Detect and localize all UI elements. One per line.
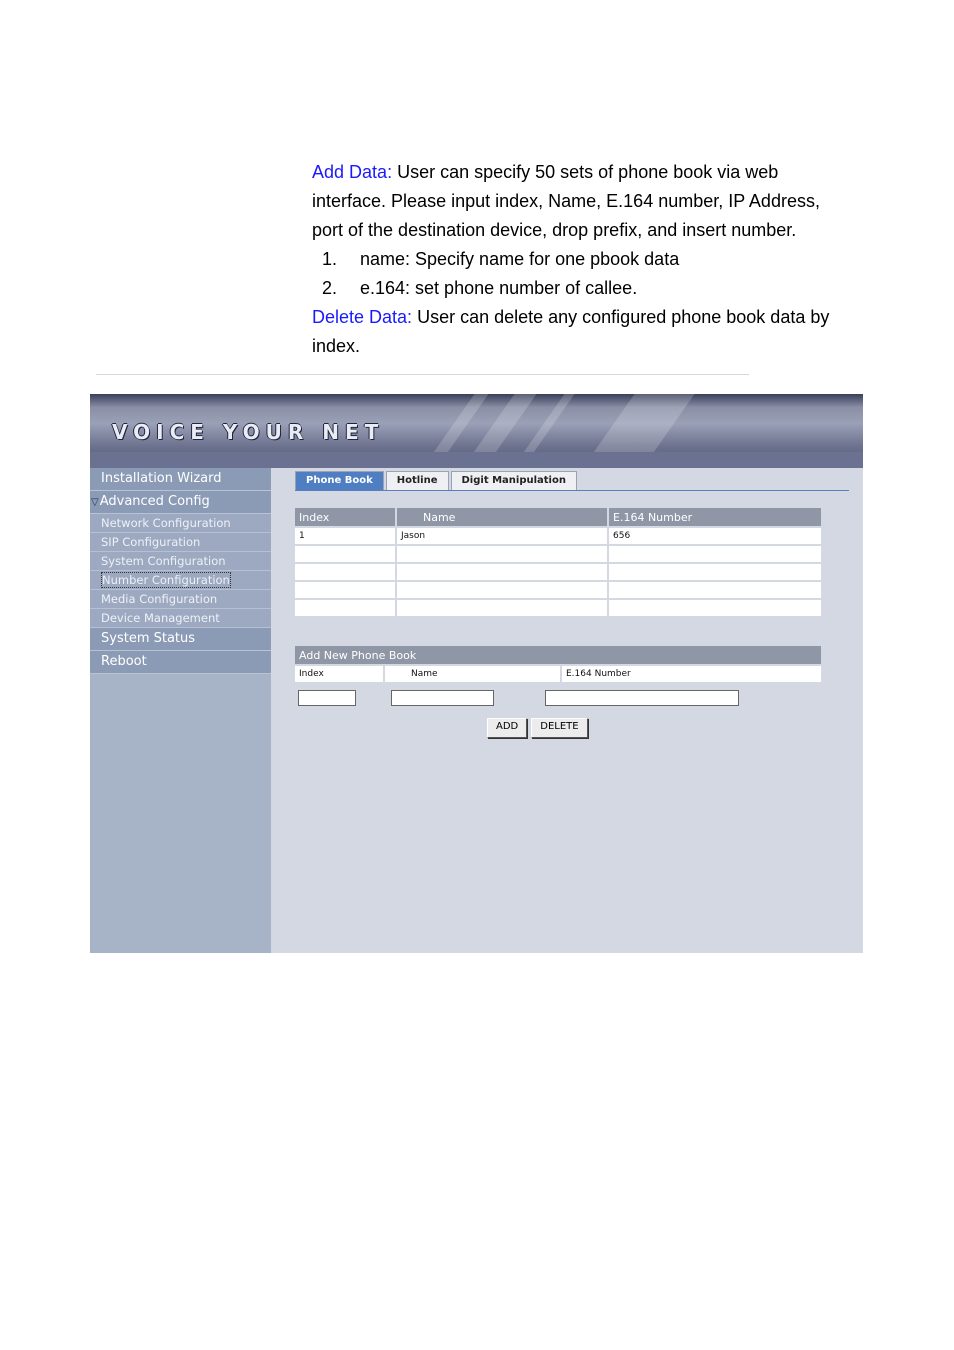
list-number: 1.: [322, 249, 338, 269]
table-row[interactable]: [295, 600, 821, 616]
add-header-row: [295, 646, 821, 664]
tab-digit-manipulation[interactable]: Digit Manipulation: [451, 471, 577, 490]
delete-data-paragraph: [312, 303, 872, 361]
add-data-paragraph: [312, 158, 872, 245]
field-list: [312, 245, 872, 303]
add-data-text-3: port of the destination device, drop prefix, and insert number.: [312, 220, 797, 240]
cell-e164: [609, 564, 821, 580]
add-button[interactable]: ADD: [487, 718, 527, 738]
cell-name: [397, 582, 607, 598]
add-data-label: Add Data: [312, 162, 388, 182]
divider: [96, 374, 749, 375]
sidebar-item-media-configuration[interactable]: Media Configuration: [90, 590, 271, 609]
column-header-name: Name: [397, 508, 607, 526]
cell-e164: [609, 582, 821, 598]
list-item: [312, 274, 872, 303]
cell-index: [295, 546, 395, 562]
add-new-phone-book-title: Add New Phone Book: [295, 646, 821, 664]
tab-phone-book[interactable]: Phone Book: [295, 471, 384, 490]
sidebar-item-advanced-config[interactable]: [90, 491, 271, 514]
sidebar: [90, 468, 271, 953]
cell-e164: 656: [609, 528, 821, 544]
sidebar-item-label: Advanced Config: [99, 494, 210, 509]
cell-index: [295, 564, 395, 580]
column-header-e164: E.164 Number: [609, 508, 821, 526]
list-text: e.164: set phone number of callee.: [360, 278, 638, 298]
tab-bar: [295, 471, 579, 490]
phone-book-table: [293, 506, 823, 618]
banner-bottom-bar: [90, 452, 863, 468]
banner: [90, 394, 863, 468]
cell-index: [295, 600, 395, 616]
add-data-text-1: User can specify 50 sets of phone book via web: [392, 162, 779, 182]
delete-data-text-2: index.: [312, 336, 361, 356]
brand-logo: VOICE YOUR NET: [112, 420, 385, 444]
delete-data-label: Delete Data:: [312, 307, 413, 327]
name-input[interactable]: [391, 690, 494, 706]
sidebar-item-sip-configuration[interactable]: SIP Configuration: [90, 533, 271, 552]
table-row[interactable]: [295, 564, 821, 580]
label-index: Index: [295, 666, 383, 682]
add-data-text-2: interface. Please input index, Name, E.164 number, IP Address,: [312, 191, 820, 211]
cell-e164: [609, 600, 821, 616]
add-data-colon: :: [387, 162, 393, 182]
cell-e164: [609, 546, 821, 562]
cell-name: [397, 546, 607, 562]
list-item: [312, 245, 872, 274]
add-phone-book-table: [293, 644, 823, 684]
table-row[interactable]: [295, 582, 821, 598]
delete-data-text-1: User can delete any configured phone book data by: [412, 307, 830, 327]
tab-hotline[interactable]: Hotline: [386, 471, 449, 490]
web-ui-screenshot: [90, 394, 863, 953]
sidebar-item-label: Number Configuration: [102, 573, 230, 587]
cell-index: 1: [295, 528, 395, 544]
list-text: name: Specify name for one pbook data: [360, 249, 680, 269]
cell-name: Jason: [397, 528, 607, 544]
table-row[interactable]: [295, 546, 821, 562]
sidebar-item-network-configuration[interactable]: Network Configuration: [90, 514, 271, 533]
cell-name: [397, 564, 607, 580]
add-label-row: [295, 666, 821, 682]
sidebar-item-reboot[interactable]: Reboot: [90, 651, 271, 674]
document-text: [312, 158, 872, 361]
table-row[interactable]: [295, 528, 821, 544]
cell-index: [295, 582, 395, 598]
column-header-index: Index: [295, 508, 395, 526]
sidebar-item-installation-wizard[interactable]: Installation Wizard: [90, 468, 271, 491]
tab-underline: [295, 490, 849, 491]
sidebar-item-number-configuration[interactable]: [90, 571, 271, 590]
triangle-down-icon: ▽: [91, 497, 99, 508]
list-number: 2.: [322, 278, 338, 298]
e164-input[interactable]: [545, 690, 739, 706]
sidebar-item-system-status[interactable]: System Status: [90, 628, 271, 651]
main-content: [271, 468, 863, 953]
sidebar-item-system-configuration[interactable]: System Configuration: [90, 552, 271, 571]
label-name: Name: [385, 666, 560, 682]
action-buttons: [487, 718, 592, 738]
cell-name: [397, 600, 607, 616]
sidebar-item-device-management[interactable]: Device Management: [90, 609, 271, 628]
delete-button[interactable]: DELETE: [531, 718, 587, 738]
label-e164: E.164 Number: [562, 666, 821, 682]
table-header-row: [295, 508, 821, 526]
index-input[interactable]: [298, 690, 356, 706]
